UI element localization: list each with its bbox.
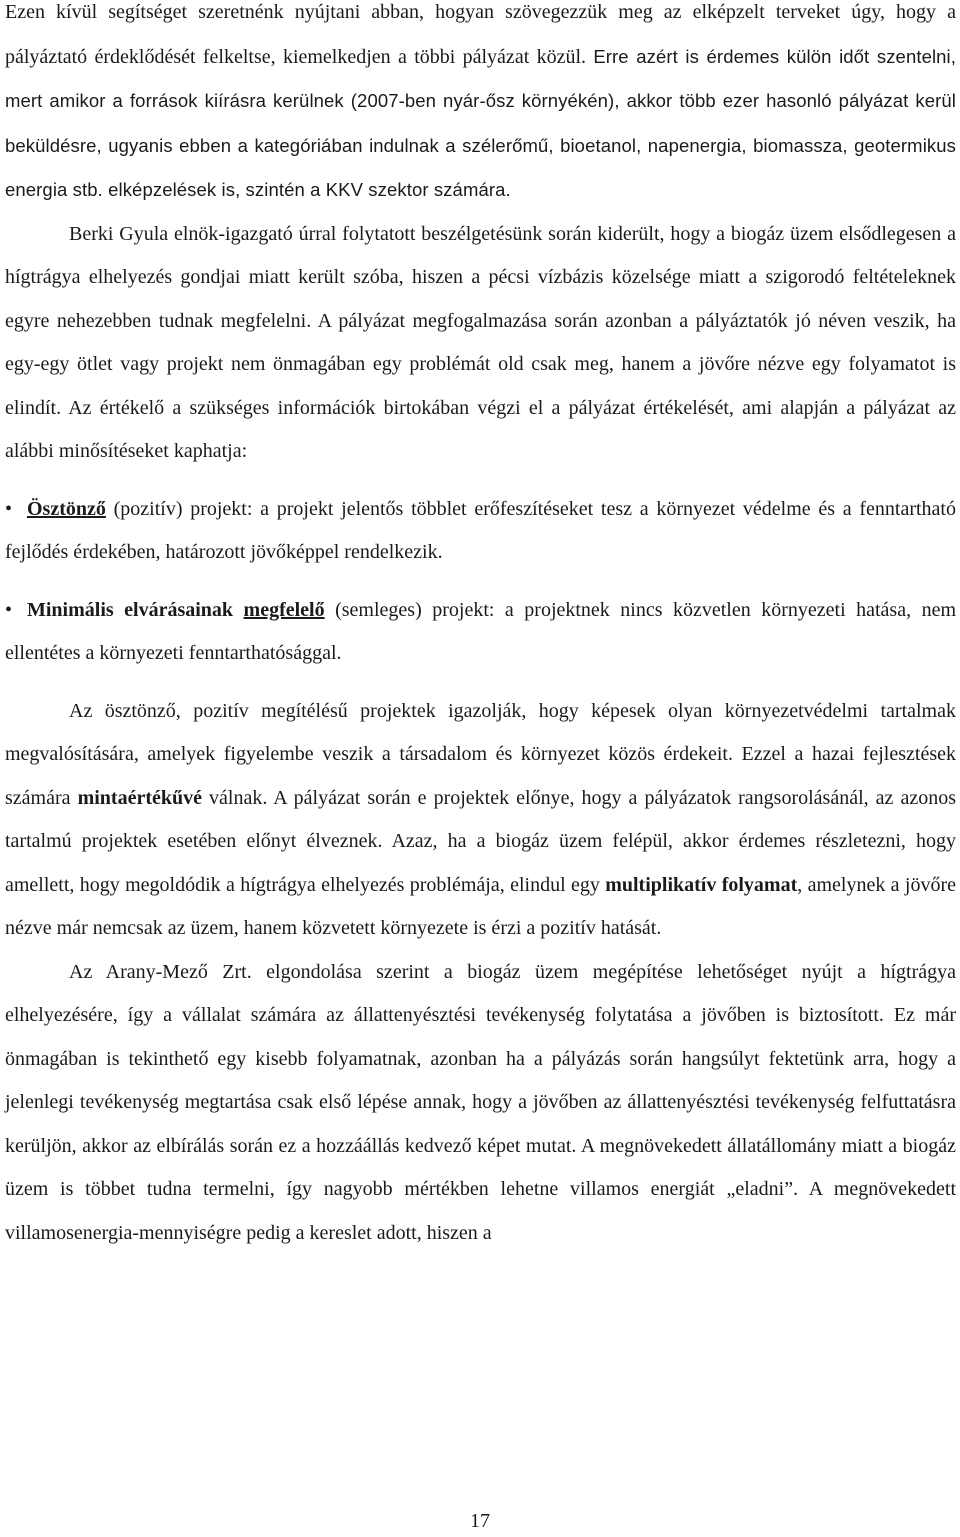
bullet-osztonzo-bold: Ösztönző <box>27 497 106 520</box>
paragraph-osztonzo-text-c: , amelynek a jövőre nézve már nemcsak az üzem, hanem közvetett környezete is érzi a pozitív hatását. <box>5 873 957 939</box>
paragraph-arany-mezo <box>5 951 956 1256</box>
paragraph-osztonzo-bold-a: mintaértékűvé <box>77 786 202 809</box>
paragraph-intro-text-a: Ezen kívül segítséget szeretnénk nyújtani abban, hogyan szövegezzük meg az elképzelt terveket úgy, hogy a pályáztató érdeklődését felkeltse, kiemelkedjen a többi pályázat közül. <box>5 1 956 68</box>
paragraph-osztonzo-text-b: válnak. A pályázat során e projektek előnye, hogy a pályázatok rangsorolásánál, az azonos tartalmú projektek esetében előnyt élveznek. Azaz, ha a biogáz üzem felépül, akkor érdemes részletezni, hogy amellett, hogy megoldódik a hígtrágya elhelyezés problémája, elindul egy <box>5 786 957 896</box>
bullet-osztonzo-text: (pozitív) projekt: a projekt jelentős többlet erőfeszítéseket tesz a környezet védelme és a fenntartható fejlődés érdekében, határozott jövőképpel rendelkezik. <box>5 497 956 563</box>
paragraph-berki <box>5 213 956 474</box>
page-number: 17 <box>470 1510 490 1532</box>
bullet-marker: • <box>5 497 13 520</box>
bullet-minimalis-text: (semleges) projekt: a projektnek nincs közvetlen környezeti hatása, nem ellentétes a környezeti fenntarthatósággal. <box>5 598 956 664</box>
paragraph-berki-text: Berki Gyula elnök-igazgató úrral folytatott beszélgetésünk során kiderült, hogy a biogáz üzem elsődlegesen a hígtrágya elhelyezés gondjai miatt került szóba, hiszen a pécsi vízbázis közelsége miatt a szigorodó feltételeknek egyre nehezebben tudnak megfelelni. A pályázat megfogalmazása során azonban a pályáztatók jó néven veszik, ha egy-egy ötlet vagy projekt nem önmagában egy problémát old csak meg, hanem a jövőre nézve egy folyamatot is elindít. Az értékelő a szükséges információk birtokában végzi el a pályázat értékelését, ami alapján a pályázat az alábbi minősítéseket kaphatja: <box>5 222 956 462</box>
bullet-item-minimalis <box>5 589 956 676</box>
paragraph-osztonzo-bold-b: multiplikatív folyamat <box>605 873 798 896</box>
paragraph-osztonzo-projektek <box>5 690 956 951</box>
paragraph-intro <box>5 0 956 213</box>
paragraph-arany-mezo-text: Az Arany-Mező Zrt. elgondolása szerint a biogáz üzem megépítése lehetőséget nyújt a hígtrágya elhelyezésére, így a vállalat számára az állattenyésztési tevékenység folytatása a jövőben is biztosított. Ez már önmagában is tekinthető egy kisebb folyamatnak, azonban ha a pályázás során hangsúlyt fektetünk arra, hogy a jelenlegi tevékenység megtartása csak első lépése annak, hogy a jövőben az állattenyésztési tevékenység felfuttatásra kerüljön, akkor az elbírálás során ez a hozzáállás kedvező képet mutat. A megnövekedett állatállomány miatt a biogáz üzem is többet tudna termelni, így nagyobb mértékben lehetne villamos energiát „eladni”. A megnövekedett villamosenergia-mennyiségre pedig a kereslet adott, hiszen a <box>5 960 956 1244</box>
paragraph-intro-text-b: Erre azért is érdemes külön időt szentelni, mert amikor a források kiírásra kerülnek (2007-ben nyár-ősz környékén), akkor több ezer hasonló pályázat kerül beküldésre, ugyanis ebben a kategóriában indulnak a szélerőmű, bioetanol, napenergia, biomassza, geotermikus energia stb. elképzelések is, szintén a KKV szektor számára. <box>5 45 957 200</box>
bullet-item-osztonzo <box>5 488 956 575</box>
bullet-minimalis-bold-a: Minimális elvárásainak <box>27 598 234 621</box>
bullet-minimalis-bold-b: megfelelő <box>243 598 325 621</box>
paragraph-osztonzo-text-a: Az ösztönző, pozitív megítélésű projektek igazolják, hogy képesek olyan környezetvédelmi tartalmak megvalósítására, amelyek figyelembe veszik a társadalom és környezet közös érdekeit. Ezzel a hazai fejlesztések számára <box>5 699 956 809</box>
document-page <box>5 0 956 1255</box>
bullet-marker: • <box>5 598 13 621</box>
